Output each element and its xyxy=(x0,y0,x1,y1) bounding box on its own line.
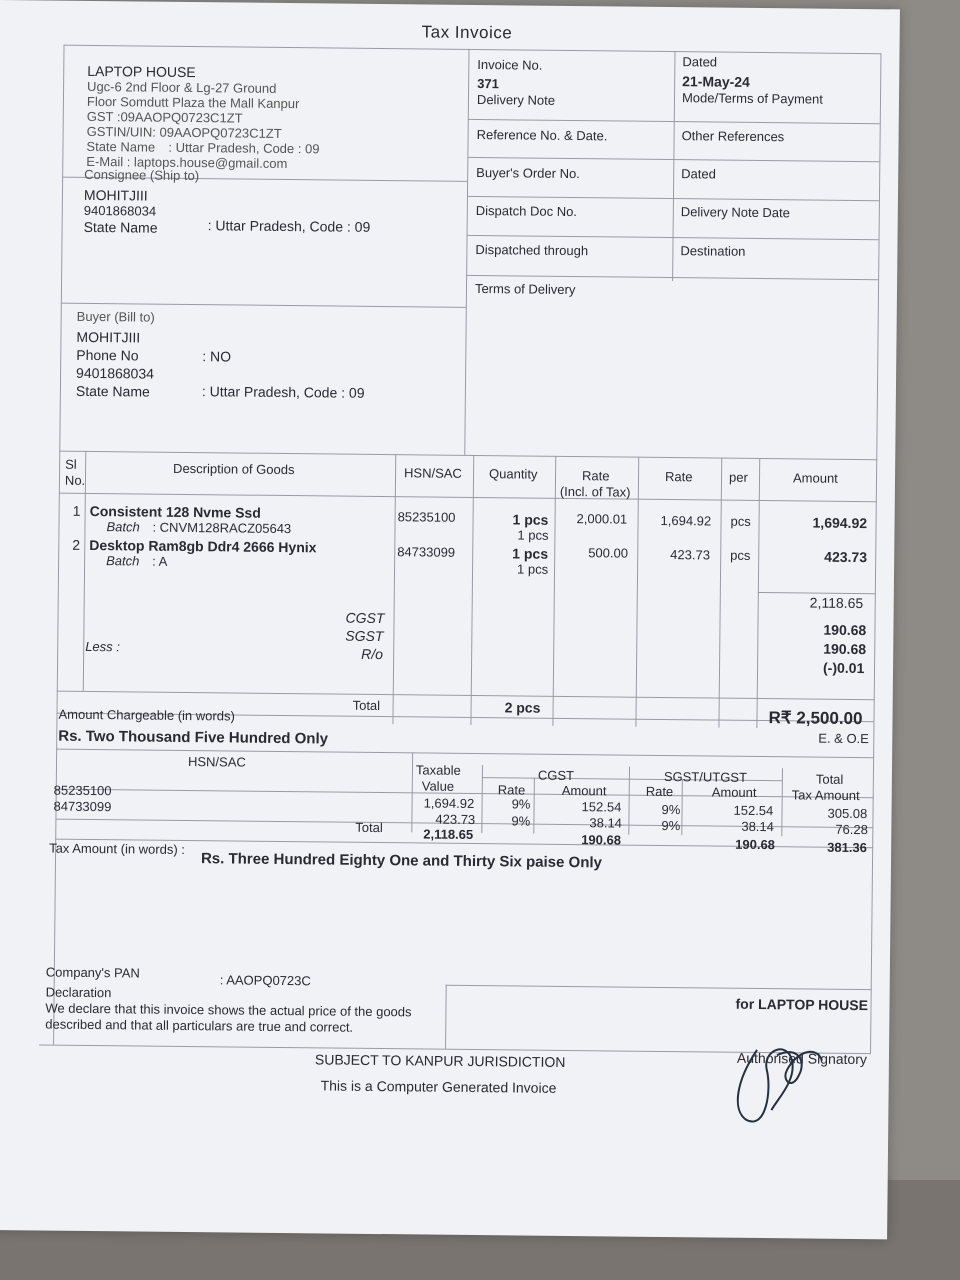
item-hsn: 84733099 xyxy=(397,544,456,560)
item-no: 2 xyxy=(72,536,81,553)
tax-row-hsn: 84733099 xyxy=(53,798,112,815)
authorised-signatory: Authorised Signatory xyxy=(736,1049,868,1068)
buyer-label: Buyer (Bill to) xyxy=(76,308,155,325)
tax-col-cgst: CGST xyxy=(537,767,575,784)
item-rate: 423.73 xyxy=(670,547,711,563)
item-qty: 1 pcs xyxy=(512,511,549,528)
consignee-phone: 9401868034 xyxy=(83,202,157,219)
item-batch: : A xyxy=(152,553,168,569)
tax-row-cgst-rate: 9% xyxy=(511,796,531,812)
col-rate-incl-sub: (Incl. of Tax) xyxy=(559,483,631,500)
reference-label: Reference No. & Date. xyxy=(476,126,608,144)
roundoff-amount: (-)0.01 xyxy=(822,659,865,677)
item-qty: 1 pcs xyxy=(512,545,549,562)
tax-col-sgst-amount: Amount xyxy=(711,784,757,800)
pan-value: : AAOPQ0723C xyxy=(219,972,311,989)
items-col xyxy=(470,455,474,725)
tax-row-cgst-amount: 38.14 xyxy=(589,815,623,831)
col-rate-incl: Rate xyxy=(581,468,610,484)
seller-gstin: GSTIN/UIN: 09AAOPQ0723C1ZT xyxy=(86,123,282,141)
item-name: Consistent 128 Nvme Ssd xyxy=(89,502,261,521)
tax-col-sgst: SGST/UTGST xyxy=(663,768,748,785)
grid-row xyxy=(61,303,466,308)
consignee-state-label: State Name xyxy=(83,218,158,236)
item-amount: 1,694.92 xyxy=(812,514,868,532)
tax-total-value: 2,118.65 xyxy=(423,826,474,843)
col-description: Description of Goods xyxy=(173,460,295,478)
buyer-phone-label: Phone No xyxy=(76,346,139,364)
total-label: Total xyxy=(352,697,381,714)
tax-col-cgst-amount: Amount xyxy=(561,782,607,799)
buyer-state-label: State Name xyxy=(75,382,150,400)
declaration-line: described and that all particulars are true and correct. xyxy=(45,1016,354,1035)
tax-words-label: Tax Amount (in words) : xyxy=(49,840,186,857)
sgst-label: SGST xyxy=(345,627,384,645)
tax-table-top xyxy=(56,749,874,759)
subtotal: 2,118.65 xyxy=(809,594,864,612)
items-col xyxy=(718,458,722,728)
tax-total-label: Total xyxy=(355,819,383,836)
delivery-note-label: Delivery Note xyxy=(476,92,556,108)
tax-col-tax-amount: Tax Amount xyxy=(791,787,860,804)
tax-row-sgst-rate: 9% xyxy=(661,817,681,834)
delivery-note-date-label: Delivery Note Date xyxy=(680,204,791,221)
tax-row-cgst-amount: 152.54 xyxy=(581,799,622,815)
signatory-box-left xyxy=(445,985,447,1049)
grid-divider xyxy=(672,51,675,281)
col-si: Sl xyxy=(65,456,77,472)
seller-address: Ugc-6 2nd Floor & Lg-27 Ground xyxy=(87,78,277,96)
seller-name: LAPTOP HOUSE xyxy=(87,62,196,81)
item-name: Desktop Ram8gb Ddr4 2666 Hynix xyxy=(89,536,317,556)
signature-scribble xyxy=(726,1030,837,1131)
grid-divider xyxy=(464,49,469,455)
tax-total-total: 381.36 xyxy=(827,839,868,856)
tax-row-value: 423.73 xyxy=(435,811,476,828)
signatory-box-top xyxy=(446,985,872,990)
dated-label: Dated xyxy=(682,54,718,70)
tax-total-cgst: 190.68 xyxy=(581,832,622,848)
cgst-amount: 190.68 xyxy=(823,621,867,639)
declaration-line: We declare that this invoice shows the actual price of the goods xyxy=(45,1000,412,1020)
col-quantity: Quantity xyxy=(488,466,538,482)
invoice-no-label: Invoice No. xyxy=(477,57,543,73)
seller-gst: GST :09AAOPQ0723C1ZT xyxy=(86,108,243,126)
seller-email: E-Mail : laptops.house@gmail.com xyxy=(86,153,288,172)
seller-address: Floor Somdutt Plaza the Mall Kanpur xyxy=(86,93,300,112)
computer-generated-note: This is a Computer Generated Invoice xyxy=(320,1077,557,1096)
less-label: Less : xyxy=(85,638,120,655)
dispatched-through-label: Dispatched through xyxy=(475,241,589,259)
invoice-date: 21-May-24 xyxy=(682,73,750,90)
tax-row-value: 1,694.92 xyxy=(423,795,475,812)
col-hsn: HSN/SAC xyxy=(403,465,462,481)
item-no: 1 xyxy=(72,502,81,519)
item-per: pcs xyxy=(730,547,751,563)
tax-col-taxable: Taxable xyxy=(415,762,461,778)
tax-row-total: 305.08 xyxy=(827,805,868,822)
item-amount: 423.73 xyxy=(824,548,868,566)
buyers-order-label: Buyer's Order No. xyxy=(476,164,580,182)
tax-total-sgst: 190.68 xyxy=(735,836,776,853)
buyer-name: MOHITJIII xyxy=(76,328,141,346)
items-col xyxy=(635,457,639,727)
items-col xyxy=(552,456,556,726)
frame-top xyxy=(64,45,882,55)
item-batch-label: Batch xyxy=(106,519,140,535)
tax-col-sgst-rate: Rate xyxy=(645,783,674,800)
jurisdiction: SUBJECT TO KANPUR JURISDICTION xyxy=(314,1051,566,1070)
other-references-label: Other References xyxy=(681,128,785,145)
total-rule xyxy=(57,691,875,701)
tax-row-sgst-amount: 38.14 xyxy=(741,818,775,835)
frame-right xyxy=(870,53,881,1053)
tax-words: Rs. Three Hundred Eighty One and Thirty Six paise Only xyxy=(200,850,603,872)
tax-col-value: Value xyxy=(421,778,455,794)
item-qty-alt: 1 pcs xyxy=(516,561,549,577)
invoice-no: 371 xyxy=(477,76,499,92)
dated-label-2: Dated xyxy=(681,166,716,182)
frame-left xyxy=(53,45,64,1045)
seller-state-label: State Name xyxy=(86,138,156,155)
tax-col xyxy=(681,779,683,835)
invoice-title: Tax Invoice xyxy=(421,22,513,43)
roundoff-label: R/o xyxy=(361,645,384,663)
pan-label: Company's PAN xyxy=(45,964,140,981)
tax-row-total: 76.28 xyxy=(835,821,868,838)
buyer-phone: 9401868034 xyxy=(76,364,155,382)
consignee-name: MOHITJIII xyxy=(83,186,148,204)
item-rate: 1,694.92 xyxy=(660,512,712,529)
declaration-label: Declaration xyxy=(45,984,112,1001)
cgst-label: CGST xyxy=(345,609,385,627)
eoe: E. & O.E xyxy=(818,730,869,747)
item-batch: : CNVM128RACZ05643 xyxy=(152,519,292,537)
amount-words-label: Amount Chargeable (in words) xyxy=(58,706,235,724)
destination-label: Destination xyxy=(680,243,746,259)
item-per: pcs xyxy=(730,513,751,529)
tax-col xyxy=(533,778,535,834)
tax-row-sgst-amount: 152.54 xyxy=(733,802,774,819)
col-rate: Rate xyxy=(664,468,693,485)
grand-total: R₹ 2,500.00 xyxy=(768,708,863,729)
col-no: No. xyxy=(64,472,86,488)
item-qty-alt: 1 pcs xyxy=(517,527,549,543)
total-quantity: 2 pcs xyxy=(504,699,541,716)
col-per: per xyxy=(728,469,748,485)
seller-state-value: : Uttar Pradesh, Code : 09 xyxy=(168,139,320,157)
consignee-label: Consignee (Ship to) xyxy=(84,166,200,184)
item-batch-label: Batch xyxy=(106,553,140,569)
item-hsn: 85235100 xyxy=(397,509,456,525)
tax-col-cgst-rate: Rate xyxy=(497,782,526,798)
buyer-state-value: : Uttar Pradesh, Code : 09 xyxy=(201,383,365,401)
mode-terms-label: Mode/Terms of Payment xyxy=(681,90,823,107)
tax-col-hsn: HSN/SAC xyxy=(187,754,246,770)
col-amount: Amount xyxy=(792,470,838,486)
buyer-phone-value: : NO xyxy=(202,348,232,365)
for-company: for LAPTOP HOUSE xyxy=(735,995,869,1014)
item-rate-incl: 500.00 xyxy=(588,545,629,561)
item-rate-incl: 2,000.01 xyxy=(576,511,628,527)
terms-delivery-label: Terms of Delivery xyxy=(474,280,576,298)
tax-row-sgst-rate: 9% xyxy=(661,801,681,818)
dispatch-doc-label: Dispatch Doc No. xyxy=(475,202,578,220)
tax-row-cgst-rate: 9% xyxy=(511,813,531,829)
items-header-rule xyxy=(59,493,877,503)
tax-row-hsn: 85235100 xyxy=(53,782,112,799)
items-top-rule xyxy=(59,451,877,461)
tax-col-total: Total xyxy=(815,771,844,787)
consignee-state-value: : Uttar Pradesh, Code : 09 xyxy=(207,217,371,235)
sgst-amount: 190.68 xyxy=(823,640,867,658)
items-col xyxy=(392,454,396,724)
amount-words: Rs. Two Thousand Five Hundred Only xyxy=(58,727,329,748)
